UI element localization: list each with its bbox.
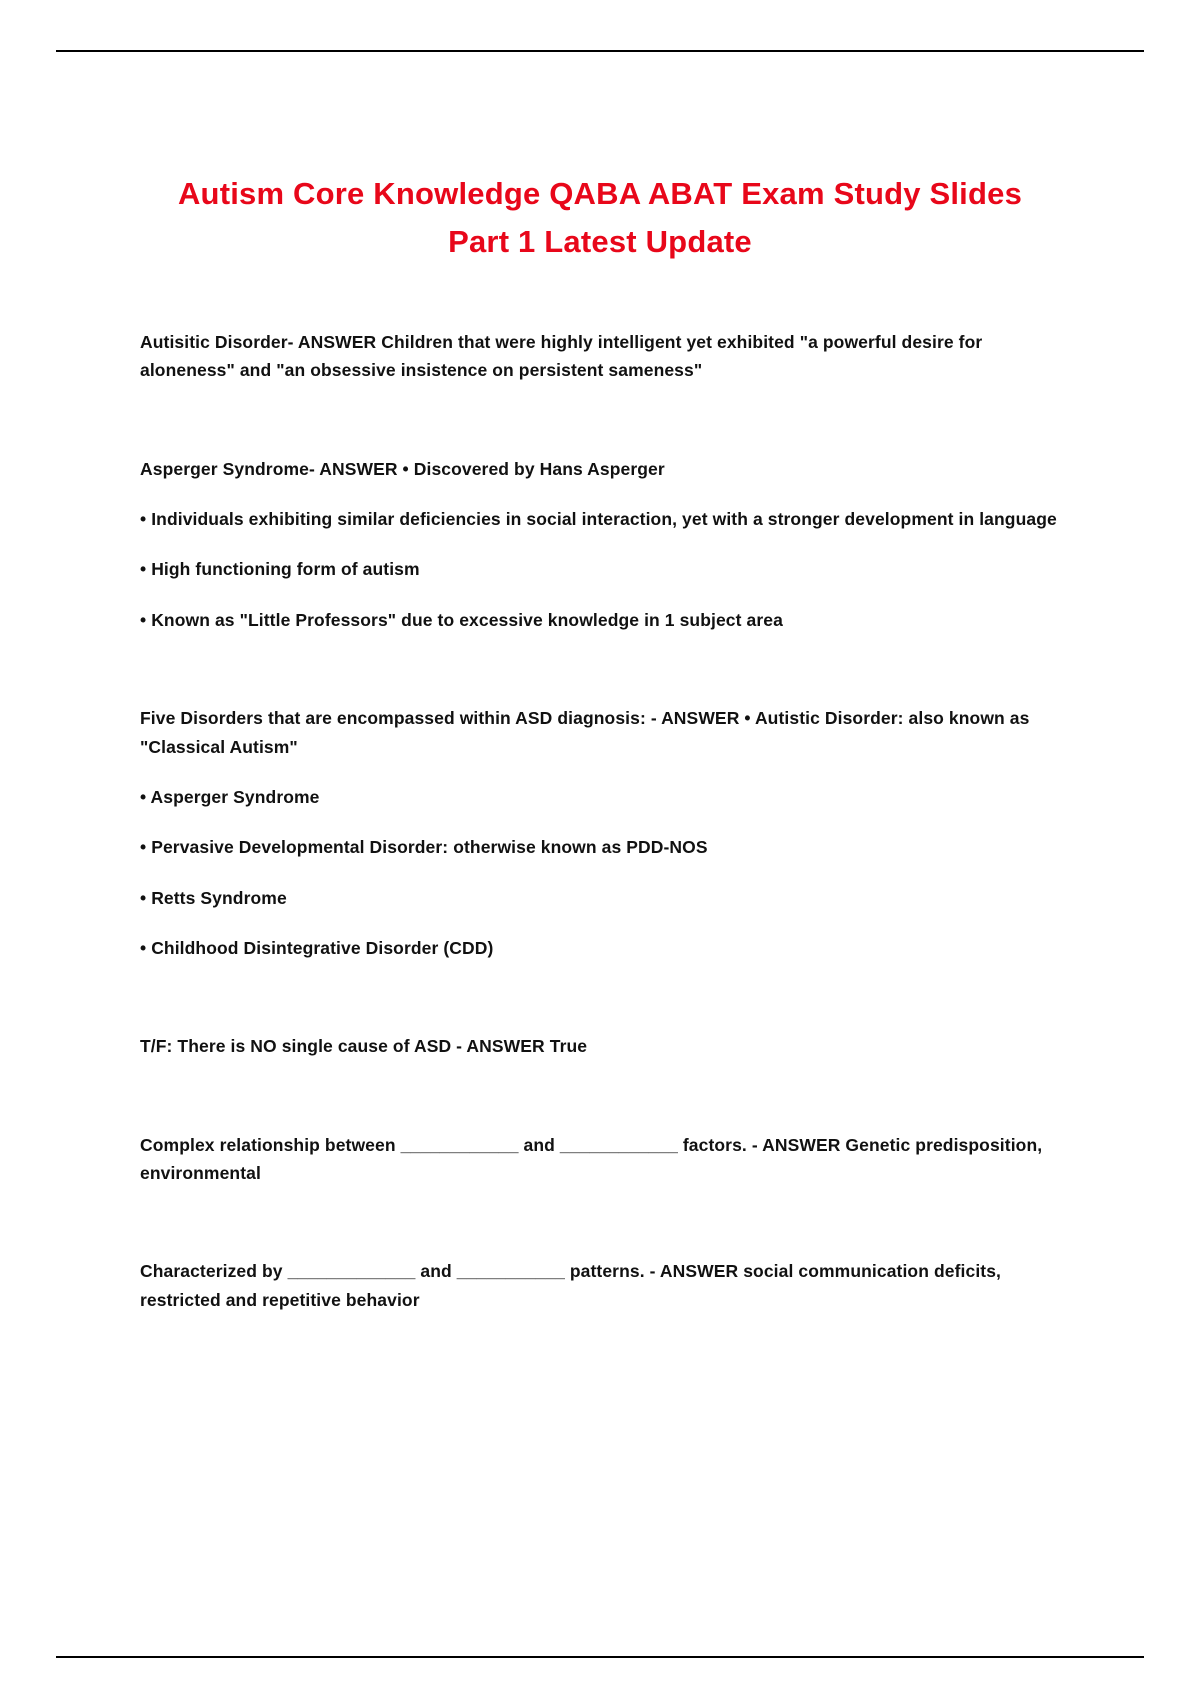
- qa-bullet: • Pervasive Developmental Disorder: otherwise known as PDD-NOS: [140, 837, 708, 858]
- qa-block-asperger-syndrome: [140, 455, 1060, 634]
- qa-bullet: • Childhood Disintegrative Disorder (CDD): [140, 937, 494, 958]
- block-spacer: [140, 1006, 1060, 1032]
- qa-block-no-single-cause: [140, 1032, 1060, 1060]
- qa-block-five-disorders: [140, 704, 1060, 962]
- block-spacer: [140, 1231, 1060, 1257]
- document-content: [140, 170, 1060, 1358]
- qa-bullet: • High functioning form of autism: [140, 559, 420, 580]
- block-spacer: [140, 429, 1060, 455]
- qa-block-complex-relationship: [140, 1131, 1060, 1188]
- qa-line: Characterized by _____________ and ___________ patterns. - ANSWER social communication deficits, restricted and repetitive behavior: [140, 1261, 1001, 1310]
- qa-line: Autisitic Disorder- ANSWER Children that were highly intelligent yet exhibited "a powerful desire for aloneness" and "an obsessive insistence on persistent sameness": [140, 332, 983, 381]
- qa-bullet: • Known as "Little Professors" due to excessive knowledge in 1 subject area: [140, 609, 783, 630]
- qa-line: T/F: There is NO single cause of ASD - ANSWER True: [140, 1036, 588, 1057]
- header-divider: [56, 50, 1144, 52]
- qa-bullet: • Asperger Syndrome: [140, 786, 320, 807]
- footer-divider: [56, 1656, 1144, 1658]
- qa-bullet: • Individuals exhibiting similar deficiencies in social interaction, yet with a stronger development in language: [140, 509, 1057, 530]
- qa-bullet: • Retts Syndrome: [140, 887, 287, 908]
- qa-line: Five Disorders that are encompassed within ASD diagnosis: - ANSWER • Autistic Disorder: also known as "Classical Autism": [140, 708, 1030, 757]
- block-spacer: [140, 678, 1060, 704]
- page-title: Autism Core Knowledge QABA ABAT Exam Study Slides Part 1 Latest Update: [177, 176, 1023, 260]
- qa-line: Asperger Syndrome- ANSWER • Discovered by Hans Asperger: [140, 458, 665, 479]
- qa-line: Complex relationship between ____________ and ____________ factors. - ANSWER Genetic predisposition, environmental: [140, 1134, 1043, 1183]
- block-spacer: [140, 1105, 1060, 1131]
- qa-block-characterized-by: [140, 1257, 1060, 1314]
- qa-block-autistic-disorder: [140, 328, 1060, 385]
